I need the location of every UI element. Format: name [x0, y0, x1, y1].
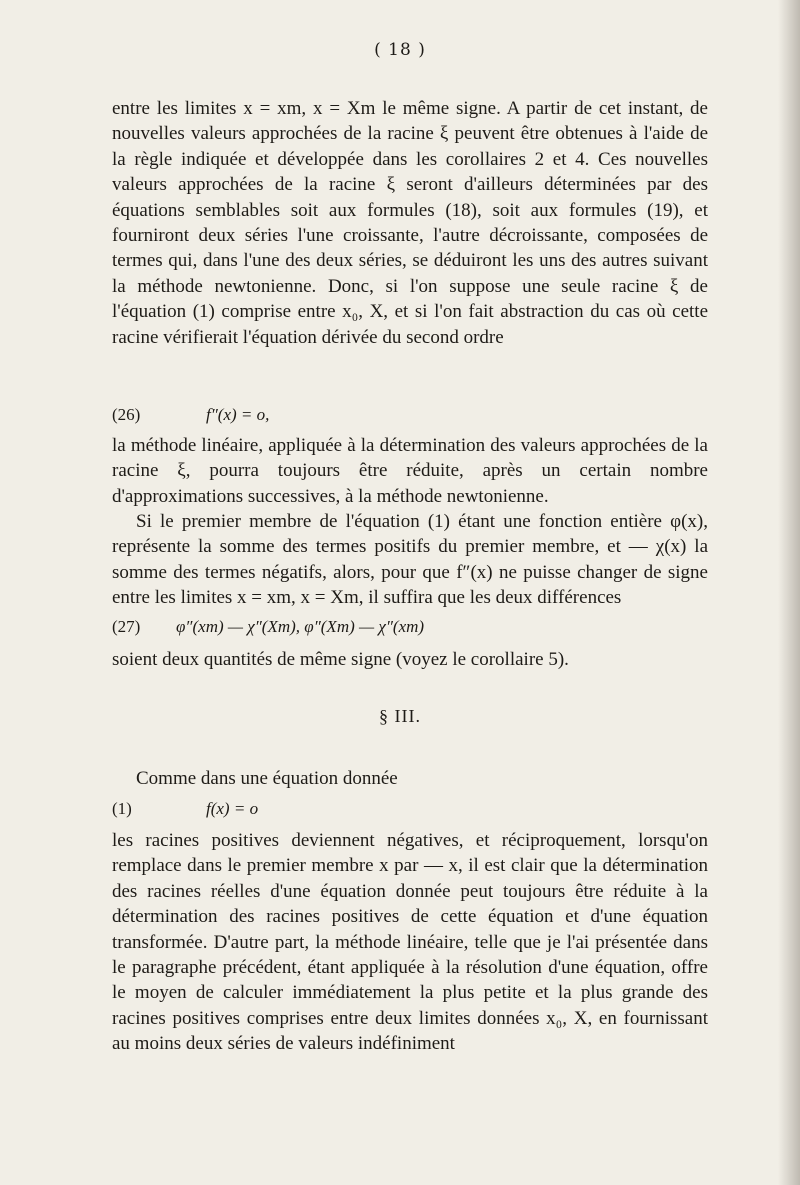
paragraph-4-text: soient deux quantités de même signe (voyez le corollaire 5). — [112, 649, 569, 670]
equation-27-number: (27) — [112, 617, 141, 636]
equation-1-formula: f(x) = o — [206, 799, 259, 818]
paragraph-5 — [112, 766, 708, 791]
paragraph-1 — [112, 96, 708, 350]
paragraph-4 — [112, 647, 708, 672]
equation-1-number: (1) — [112, 799, 132, 818]
paragraph-1-text: entre les limites x = xm, x = Xm le même signe. A partir de cet instant, de nouvelles valeurs approchées de la racine ξ peuvent être obtenues à l'aide de la règle indiquée et développée dans les corollaires 2 et 4. Ces nouvelles valeurs approchées de la racine ξ seront d'ailleurs déterminées par des équations semblables soit aux formules (18), soit aux formules (19), et fourniront deux séries l'une croissante, l'autre décroissante, composées de termes qui, dans l'une des deux séries, se déduiront les uns des autres suivant la méthode newtonienne. Donc, si l'on suppose une seule racine ξ de l'équation (1) comprise entre x₀, X, et si l'on fait abstraction du cas où cette racine vérifierait l'équation dérivée du second ordre — [112, 98, 708, 348]
page-number: ( 18 ) — [374, 40, 426, 60]
equation-27-formula: φ″(xm) — χ″(Xm), φ″(Xm) — χ″(xm) — [176, 617, 425, 636]
paragraph-5-text: Comme dans une équation donnée — [136, 768, 398, 789]
page-edge-shadow — [778, 0, 800, 1185]
equation-26-formula: f″(x) = o, — [206, 405, 270, 424]
paragraph-2 — [112, 433, 708, 509]
paragraph-6-text: les racines positives deviennent négatives, et réciproquement, lorsqu'on remplace dans le premier membre x par — x, il est clair que la détermination des racines réelles d'une équation donnée peut toujours être réduite à la détermination des racines positives de cette équation et d'une équation transformée. D'autre part, la méthode linéaire, telle que je l'ai présentée dans le paragraphe précédent, étant appliquée à la résolution d'une équation, offre le moyen de calculer immédiatement la plus petite et la plus grande des racines positives comprises entre deux limites données x₀, X, en fournissant au moins deux séries de valeurs indéfiniment — [112, 830, 708, 1055]
equation-26-number: (26) — [112, 405, 141, 424]
paragraph-3 — [112, 509, 708, 611]
paragraph-6 — [112, 828, 708, 1057]
section-heading: § III. — [379, 706, 421, 726]
paragraph-3-text: Si le premier membre de l'équation (1) étant une fonction entière φ(x), représente la somme des termes positifs du premier membre, et — χ(x) la somme des termes négatifs, alors, pour que f″(x) ne puisse changer de signe entre les limites x = xm, x = Xm, il suffira que les deux différences — [112, 511, 708, 609]
paragraph-2-text: la méthode linéaire, appliquée à la détermination des valeurs approchées de la racine ξ, pourra toujours être réduite, après un certain nombre d'approximations successives, à la méthode newtonienne. — [112, 435, 708, 507]
